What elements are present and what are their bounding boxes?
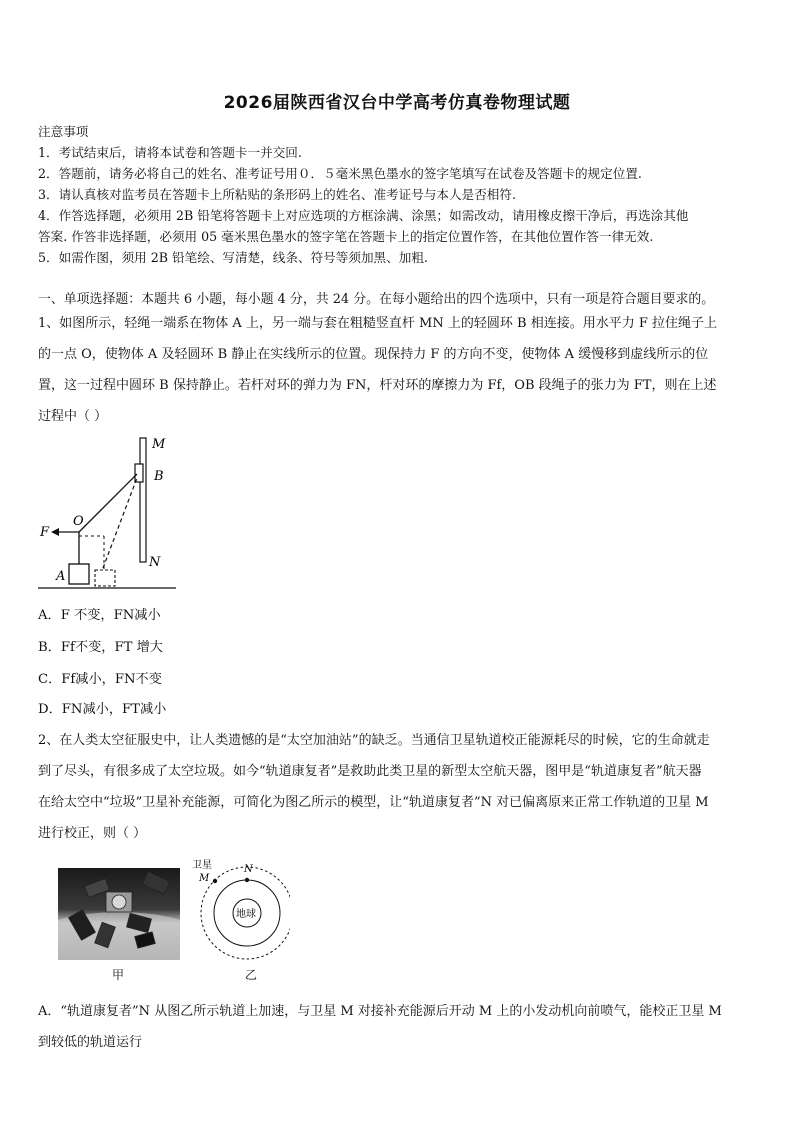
q2-option-a-line: A．“轨道康复者”N 从图乙所示轨道上加速，与卫星 M 对接补充能源后开动 M 上的小发动机向前喷气，能校正卫星 M [38,1004,722,1019]
notice-item: 3．请认真核对监考员在答题卡上所粘贴的条形码上的姓名、准考证号与本人是否相符. [38,187,516,202]
q2-line: 到了尽头，有很多成了太空垃圾。如今“轨道康复者”是救助此类卫星的新型太空航天器，图甲是“轨道康复者”航天器 [38,764,702,779]
q1-figure [34,428,180,596]
label-N-orbit: N [244,864,253,875]
label-B: B [154,469,164,484]
notice-item: 4．作答选择题，必须用 2B 铅笔将答题卡上对应选项的方框涂满、涂黑；如需改动，请用橡皮擦干净后，再选涂其他 [38,208,689,223]
notice-item: 2．答题前，请务必将自己的姓名、准考证号用０．５毫米黑色墨水的签字笔填写在试卷及答题卡的规定位置. [38,166,642,181]
label-O: O [73,514,84,529]
figure-jia-label: 甲 [112,968,125,982]
notice-item: 1．考试结束后，请将本试卷和答题卡一并交回. [38,145,302,160]
label-satellite: 卫星 [192,860,212,871]
label-earth: 地球 [236,909,256,920]
label-M-orbit: M [199,873,210,884]
q1-option-b: B．Ff不变，FT 增大 [38,640,163,655]
q1-option-a: A．F 不变，FN减小 [38,608,161,623]
label-A: A [56,569,66,584]
page-title: 2026届陕西省汉台中学高考仿真卷物理试题 [223,93,571,113]
orbit-diagram [190,856,290,964]
section-heading: 一、单项选择题：本题共 6 小题，每小题 4 分，共 24 分。在每小题给出的四个选项中，只有一项是符合题目要求的。 [38,292,715,307]
q1-line: 置，这一过程中圆环 B 保持静止。若杆对环的弹力为 FN，杆对环的摩擦力为 Ff，OB 段绳子的张力为 FT，则在上述 [38,378,717,393]
label-N: N [149,555,161,570]
notice-item: 5．如需作图，须用 2B 铅笔绘、写清楚，线条、符号等须加黑、加粗. [38,250,428,265]
notice-item: 答案. 作答非选择题，必须用 05 毫米黑色墨水的签字笔在答题卡上的指定位置作答，在其他位置作答一律无效. [38,229,654,244]
q1-line: 1、如图所示，轻绳一端系在物体 A 上，另一端与套在粗糙竖直杆 MN 上的轻圆环 B 相连接。用水平力 F 拉住绳子上 [38,316,717,331]
notice-heading: 注意事项 [38,124,89,139]
label-M: M [152,437,166,452]
q1-option-d: D．FN减小，FT减小 [38,702,167,717]
satellite-photo [58,868,180,960]
q2-line: 2、在人类太空征服史中，让人类遗憾的是“太空加油站”的缺乏。当通信卫星轨道校正能源耗尽的时候，它的生命就走 [38,733,710,748]
q1-line: 的一点 O，使物体 A 及轻圆环 B 静止在实线所示的位置。现保持力 F 的方向不变，使物体 A 缓慢移到虚线所示的位 [38,347,709,362]
q2-line: 进行校正，则（ ） [38,826,147,841]
label-F: F [40,525,50,540]
q1-line: 过程中（ ） [38,409,108,424]
q2-line: 在给太空中“垃圾”卫星补充能源，可简化为图乙所示的模型，让“轨道康复者”N 对已偏离原来正常工作轨道的卫星 M [38,795,709,810]
figure-yi-label: 乙 [245,968,258,982]
q2-option-a-line: 到较低的轨道运行 [38,1035,143,1050]
q1-option-c: C．Ff减小，FN不变 [38,672,162,687]
